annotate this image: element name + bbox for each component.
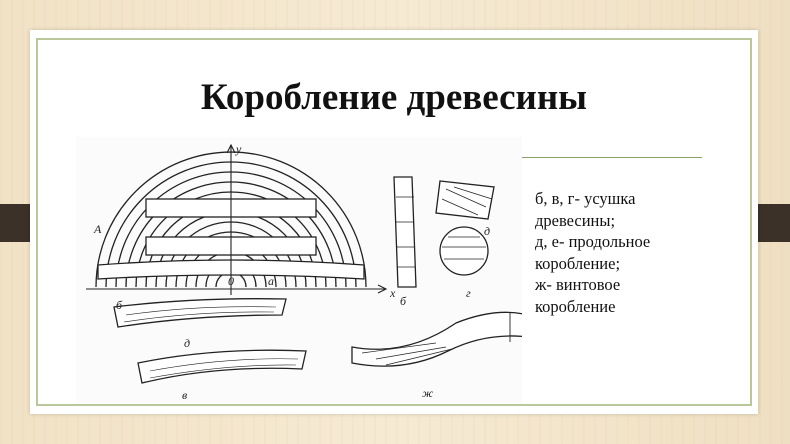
warped-boards	[114, 299, 306, 383]
label-g-top: г	[466, 286, 471, 300]
label-axis-x: х	[390, 286, 396, 300]
label-b-top: б	[400, 294, 407, 308]
caption-line-4: коробление;	[535, 253, 621, 273]
slide-card	[30, 30, 758, 414]
caption-line-6: коробление	[535, 296, 616, 316]
title-divider-line	[514, 157, 702, 158]
caption-line-1: б, в, г- усушка	[535, 189, 636, 208]
label-zh-board: ж	[422, 386, 434, 400]
label-axis-y: у	[236, 142, 242, 156]
wood-warping-diagram	[76, 137, 522, 403]
caption-line-2: древесины;	[535, 210, 616, 230]
label-v-board: в	[182, 388, 188, 402]
caption-text	[535, 188, 735, 317]
label-a-lower: а	[268, 274, 274, 288]
slide-title: Коробление древесины	[200, 77, 588, 118]
label-d-board: д	[184, 336, 191, 350]
caption-line-5: ж- винтовое	[535, 275, 621, 294]
caption-line-3: д, е- продольное	[535, 232, 651, 251]
shrunken-sections	[394, 177, 494, 287]
label-a-upper: А	[94, 222, 102, 236]
label-origin: 0	[228, 274, 234, 288]
label-d-top: д	[484, 224, 491, 238]
twisted-board	[352, 312, 522, 366]
label-b-board: б	[116, 298, 123, 312]
